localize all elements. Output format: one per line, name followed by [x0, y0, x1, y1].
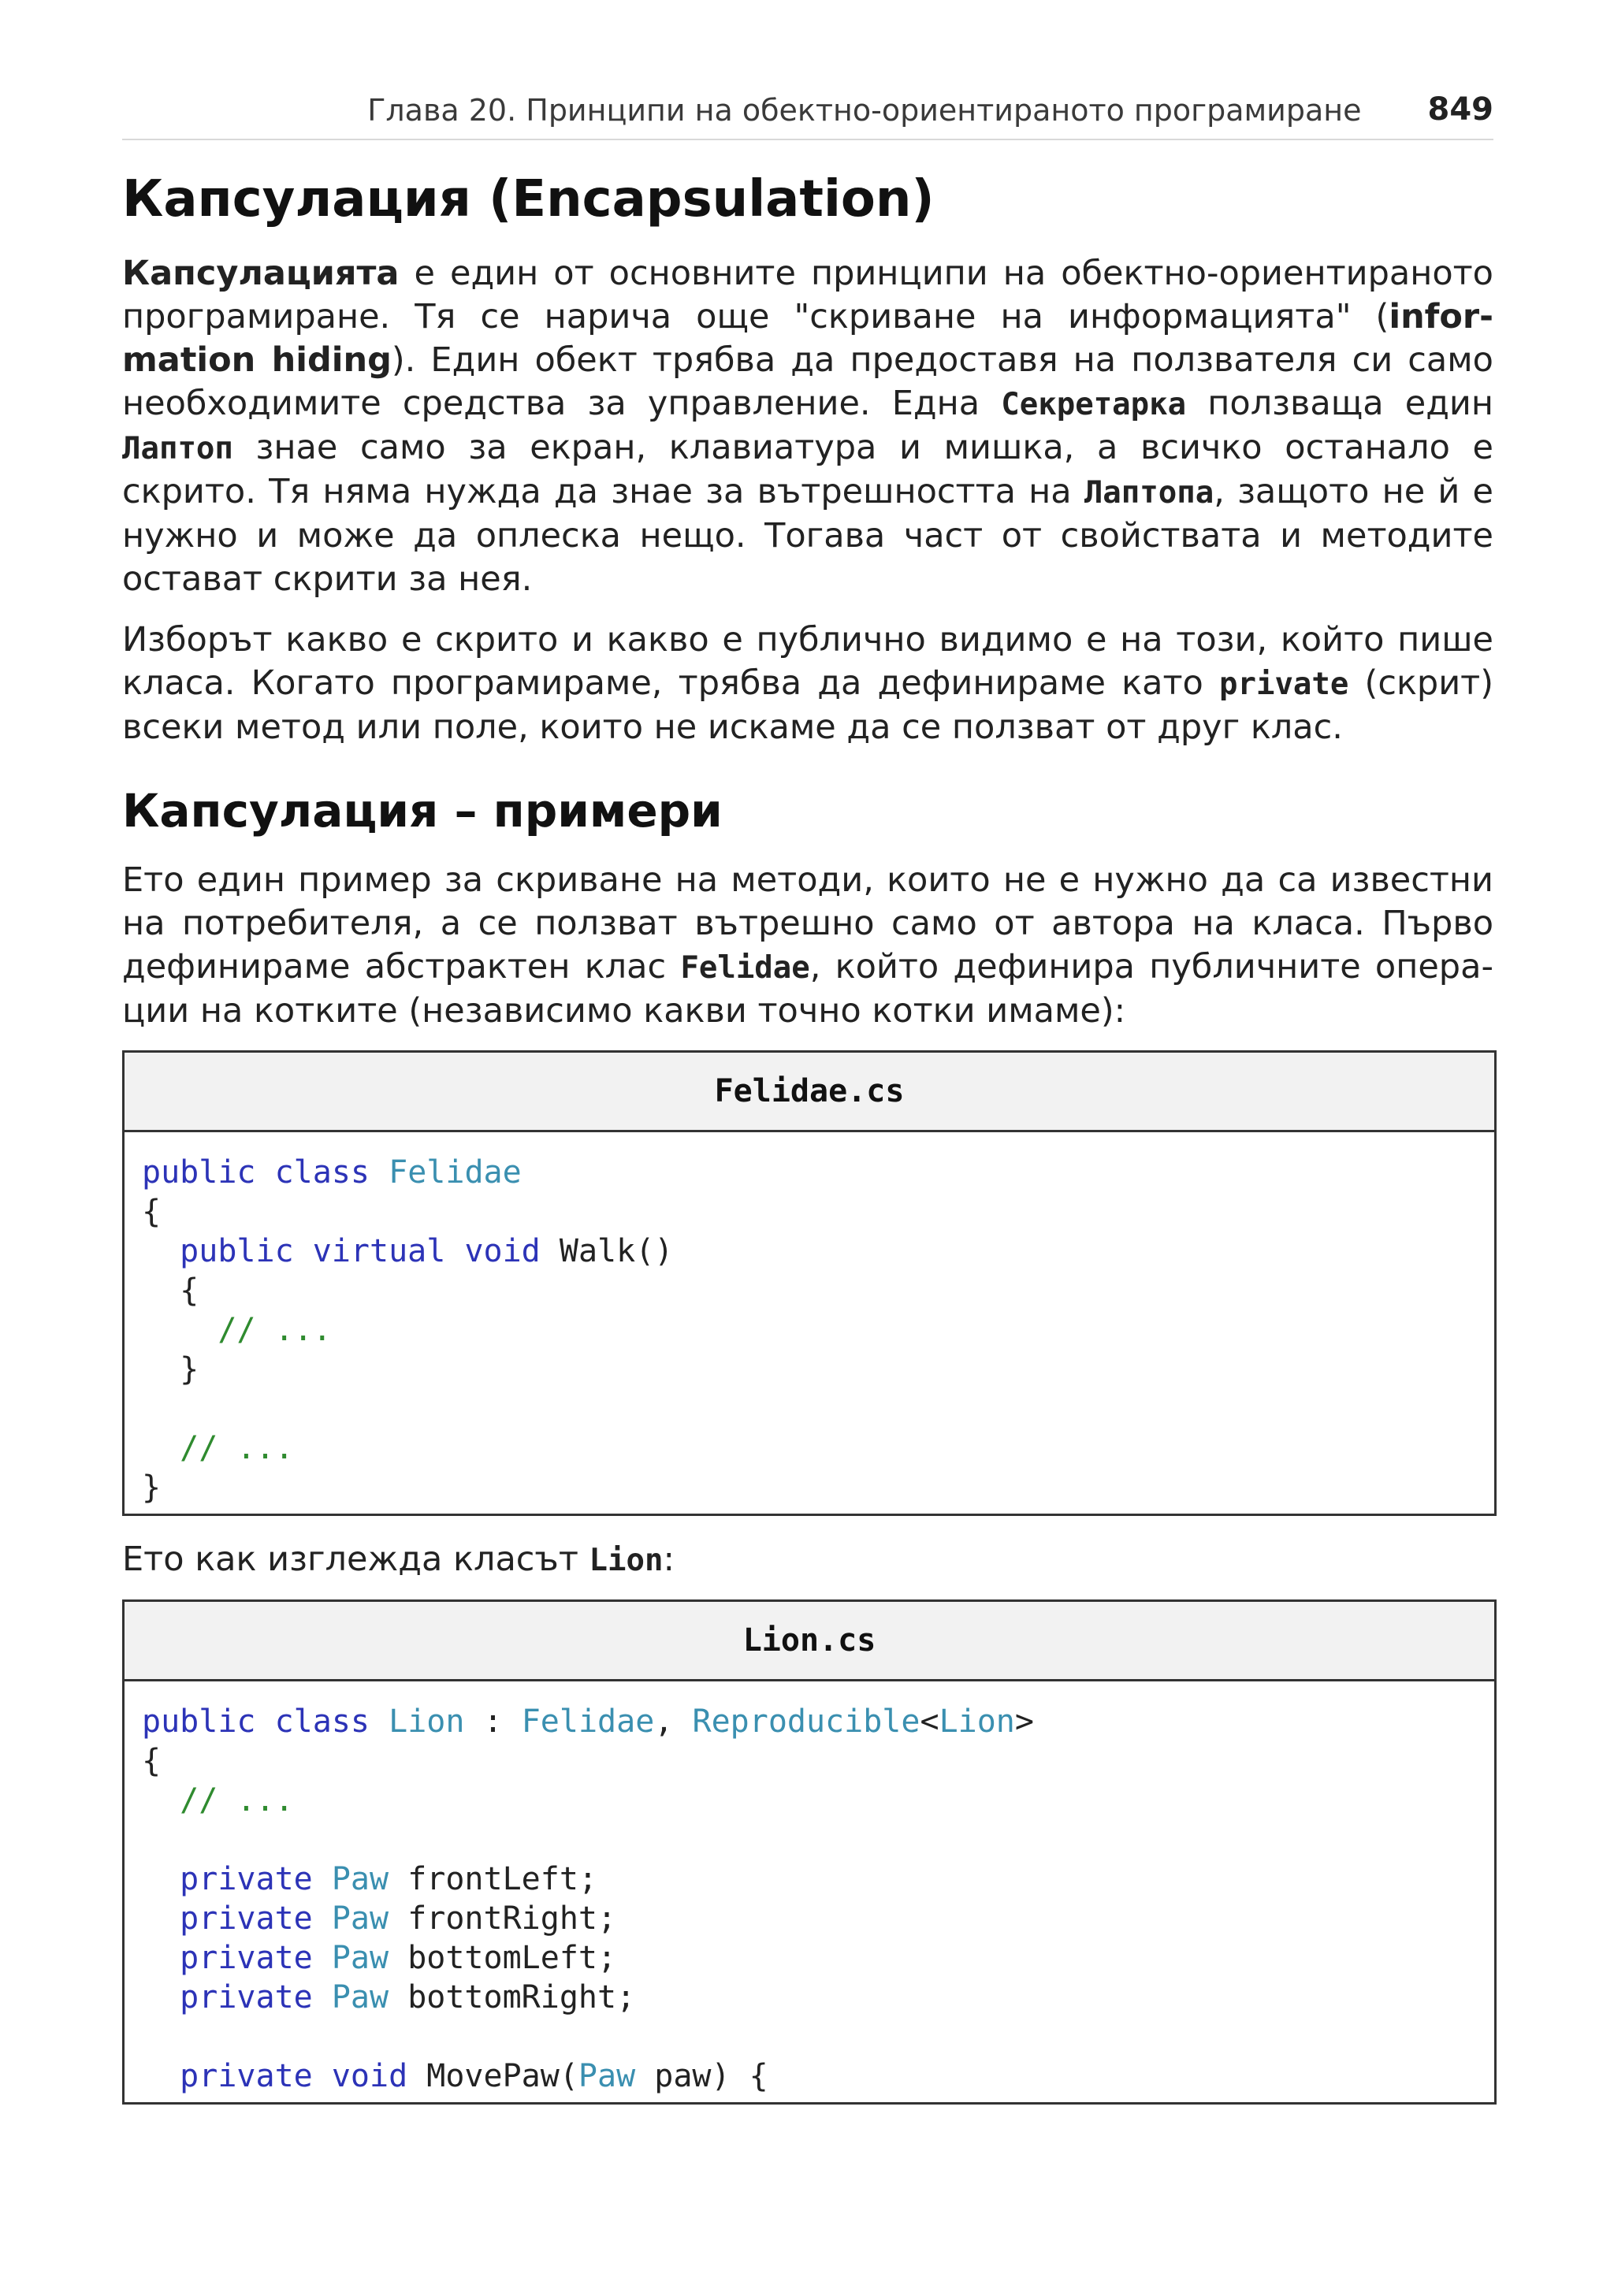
page-content	[122, 169, 1493, 2127]
inline-code-lion: Lion	[589, 1543, 664, 1579]
keyword: private	[180, 1979, 313, 2016]
text: (скрит) всеки метод или поле, които не искаме да се ползват от друг клас.	[122, 663, 1493, 747]
text: , който дефинира публичните операции на котките (независимо какви точно котки имаме):	[122, 947, 1493, 1031]
keyword: virtual	[312, 1233, 446, 1270]
keyword: private	[180, 2058, 313, 2095]
keyword: public	[142, 1154, 256, 1191]
keyword: private	[180, 1861, 313, 1898]
code-listing-lion	[122, 1599, 1497, 2105]
keyword: private	[180, 1900, 313, 1937]
type-name: Paw	[331, 1979, 389, 2016]
text: ). Един обект трябва да предоставя на ползвателя си само необходимите средства за управление. Една	[122, 340, 1493, 423]
text: :	[663, 1540, 675, 1580]
keyword: class	[274, 1154, 370, 1191]
brace: {	[180, 1272, 199, 1310]
type-name: Paw	[331, 1940, 389, 1977]
identifier: bottomRight;	[407, 1979, 636, 2016]
text: е един от основните принципи на обектно-ориентираното програмиране. Тя се нарича още "скриване на информацията" (	[122, 253, 1493, 336]
type-name: Lion	[389, 1703, 465, 1741]
type-name: Paw	[331, 1900, 389, 1937]
type-name: Paw	[331, 1861, 389, 1898]
identifier: Walk()	[559, 1233, 674, 1270]
keyword: public	[180, 1233, 294, 1270]
identifier: frontRight;	[407, 1900, 617, 1937]
term-encapsulation: Капсулацията	[122, 253, 400, 293]
punctuation: <	[920, 1703, 939, 1741]
section-title-encapsulation: Капсулация (Encapsulation)	[122, 170, 935, 228]
inline-code-laptop: Лаптоп	[122, 430, 233, 466]
keyword: void	[331, 2058, 408, 2095]
type-name: Lion	[939, 1703, 1015, 1741]
code-block	[125, 1132, 1494, 1514]
comment: // ...	[180, 1430, 294, 1467]
paragraph-example-intro	[122, 859, 1493, 1033]
text: знае само за екран, клавиатура и мишка, а всичко останало е скрито. Тя няма нужда да знае за вътрешността на	[122, 427, 1493, 511]
text: Ето как изглежда класът	[122, 1540, 589, 1580]
comment: // ...	[180, 1782, 294, 1819]
text: , защото не й е нужно и може да оплеска нещо. Тогава част от свойствата и методите остават скрити за нея.	[122, 471, 1493, 599]
type-name: Paw	[578, 2058, 636, 2095]
brace: }	[180, 1351, 199, 1388]
inline-code-secretary: Секретарка	[1001, 386, 1187, 422]
identifier: frontLeft;	[407, 1861, 598, 1898]
chapter-title: Глава 20. Принципи на обектно-ориентираното програмиране	[367, 93, 1362, 128]
inline-code-private: private	[1219, 666, 1349, 702]
brace: {	[142, 1194, 162, 1231]
type-name: Felidae	[389, 1154, 522, 1191]
identifier: MovePaw(	[426, 2058, 578, 2095]
paragraph-encapsulation-intro	[122, 252, 1493, 601]
text: Изборът какво е скрито и какво е публично видимо е на този, който пише класа. Когато програмираме, трябва да дефинираме като	[122, 619, 1493, 703]
inline-code-laptopa: Лаптопа	[1084, 474, 1214, 511]
page-number: 849	[1427, 91, 1493, 128]
code-listing-filename: Lion.cs	[125, 1602, 1494, 1681]
comment: // ...	[218, 1312, 332, 1349]
text: Ето един пример за скриване на методи, които не е нужно да са известни на потребителя, а се ползват вътрешно само от автора на класа. Първо дефинираме абстрактен клас	[122, 860, 1493, 987]
code-block	[125, 1681, 1494, 2102]
punctuation: >	[1014, 1703, 1034, 1741]
type-name: Felidae	[521, 1703, 655, 1741]
code-listing-felidae	[122, 1050, 1497, 1516]
page-header	[122, 82, 1493, 140]
brace: }	[142, 1469, 162, 1507]
brace: {	[142, 1743, 162, 1780]
code-listing-filename: Felidae.cs	[125, 1053, 1494, 1132]
paragraph-visibility	[122, 619, 1493, 749]
punctuation: ,	[654, 1703, 674, 1741]
punctuation: :	[483, 1703, 503, 1741]
type-name: Reproducible	[692, 1703, 920, 1741]
section-title-examples: Капсулация – примери	[122, 783, 723, 838]
keyword: void	[464, 1233, 541, 1270]
keyword: private	[180, 1940, 313, 1977]
keyword: public	[142, 1703, 256, 1741]
paragraph-lion-intro	[122, 1538, 1493, 1582]
identifier: bottomLeft;	[407, 1940, 617, 1977]
keyword: class	[274, 1703, 370, 1741]
term-information-hiding: information hiding	[122, 296, 1493, 380]
identifier: paw) {	[654, 2058, 768, 2095]
inline-code-felidae: Felidae	[680, 950, 810, 986]
text: ползваща един	[1186, 383, 1493, 423]
